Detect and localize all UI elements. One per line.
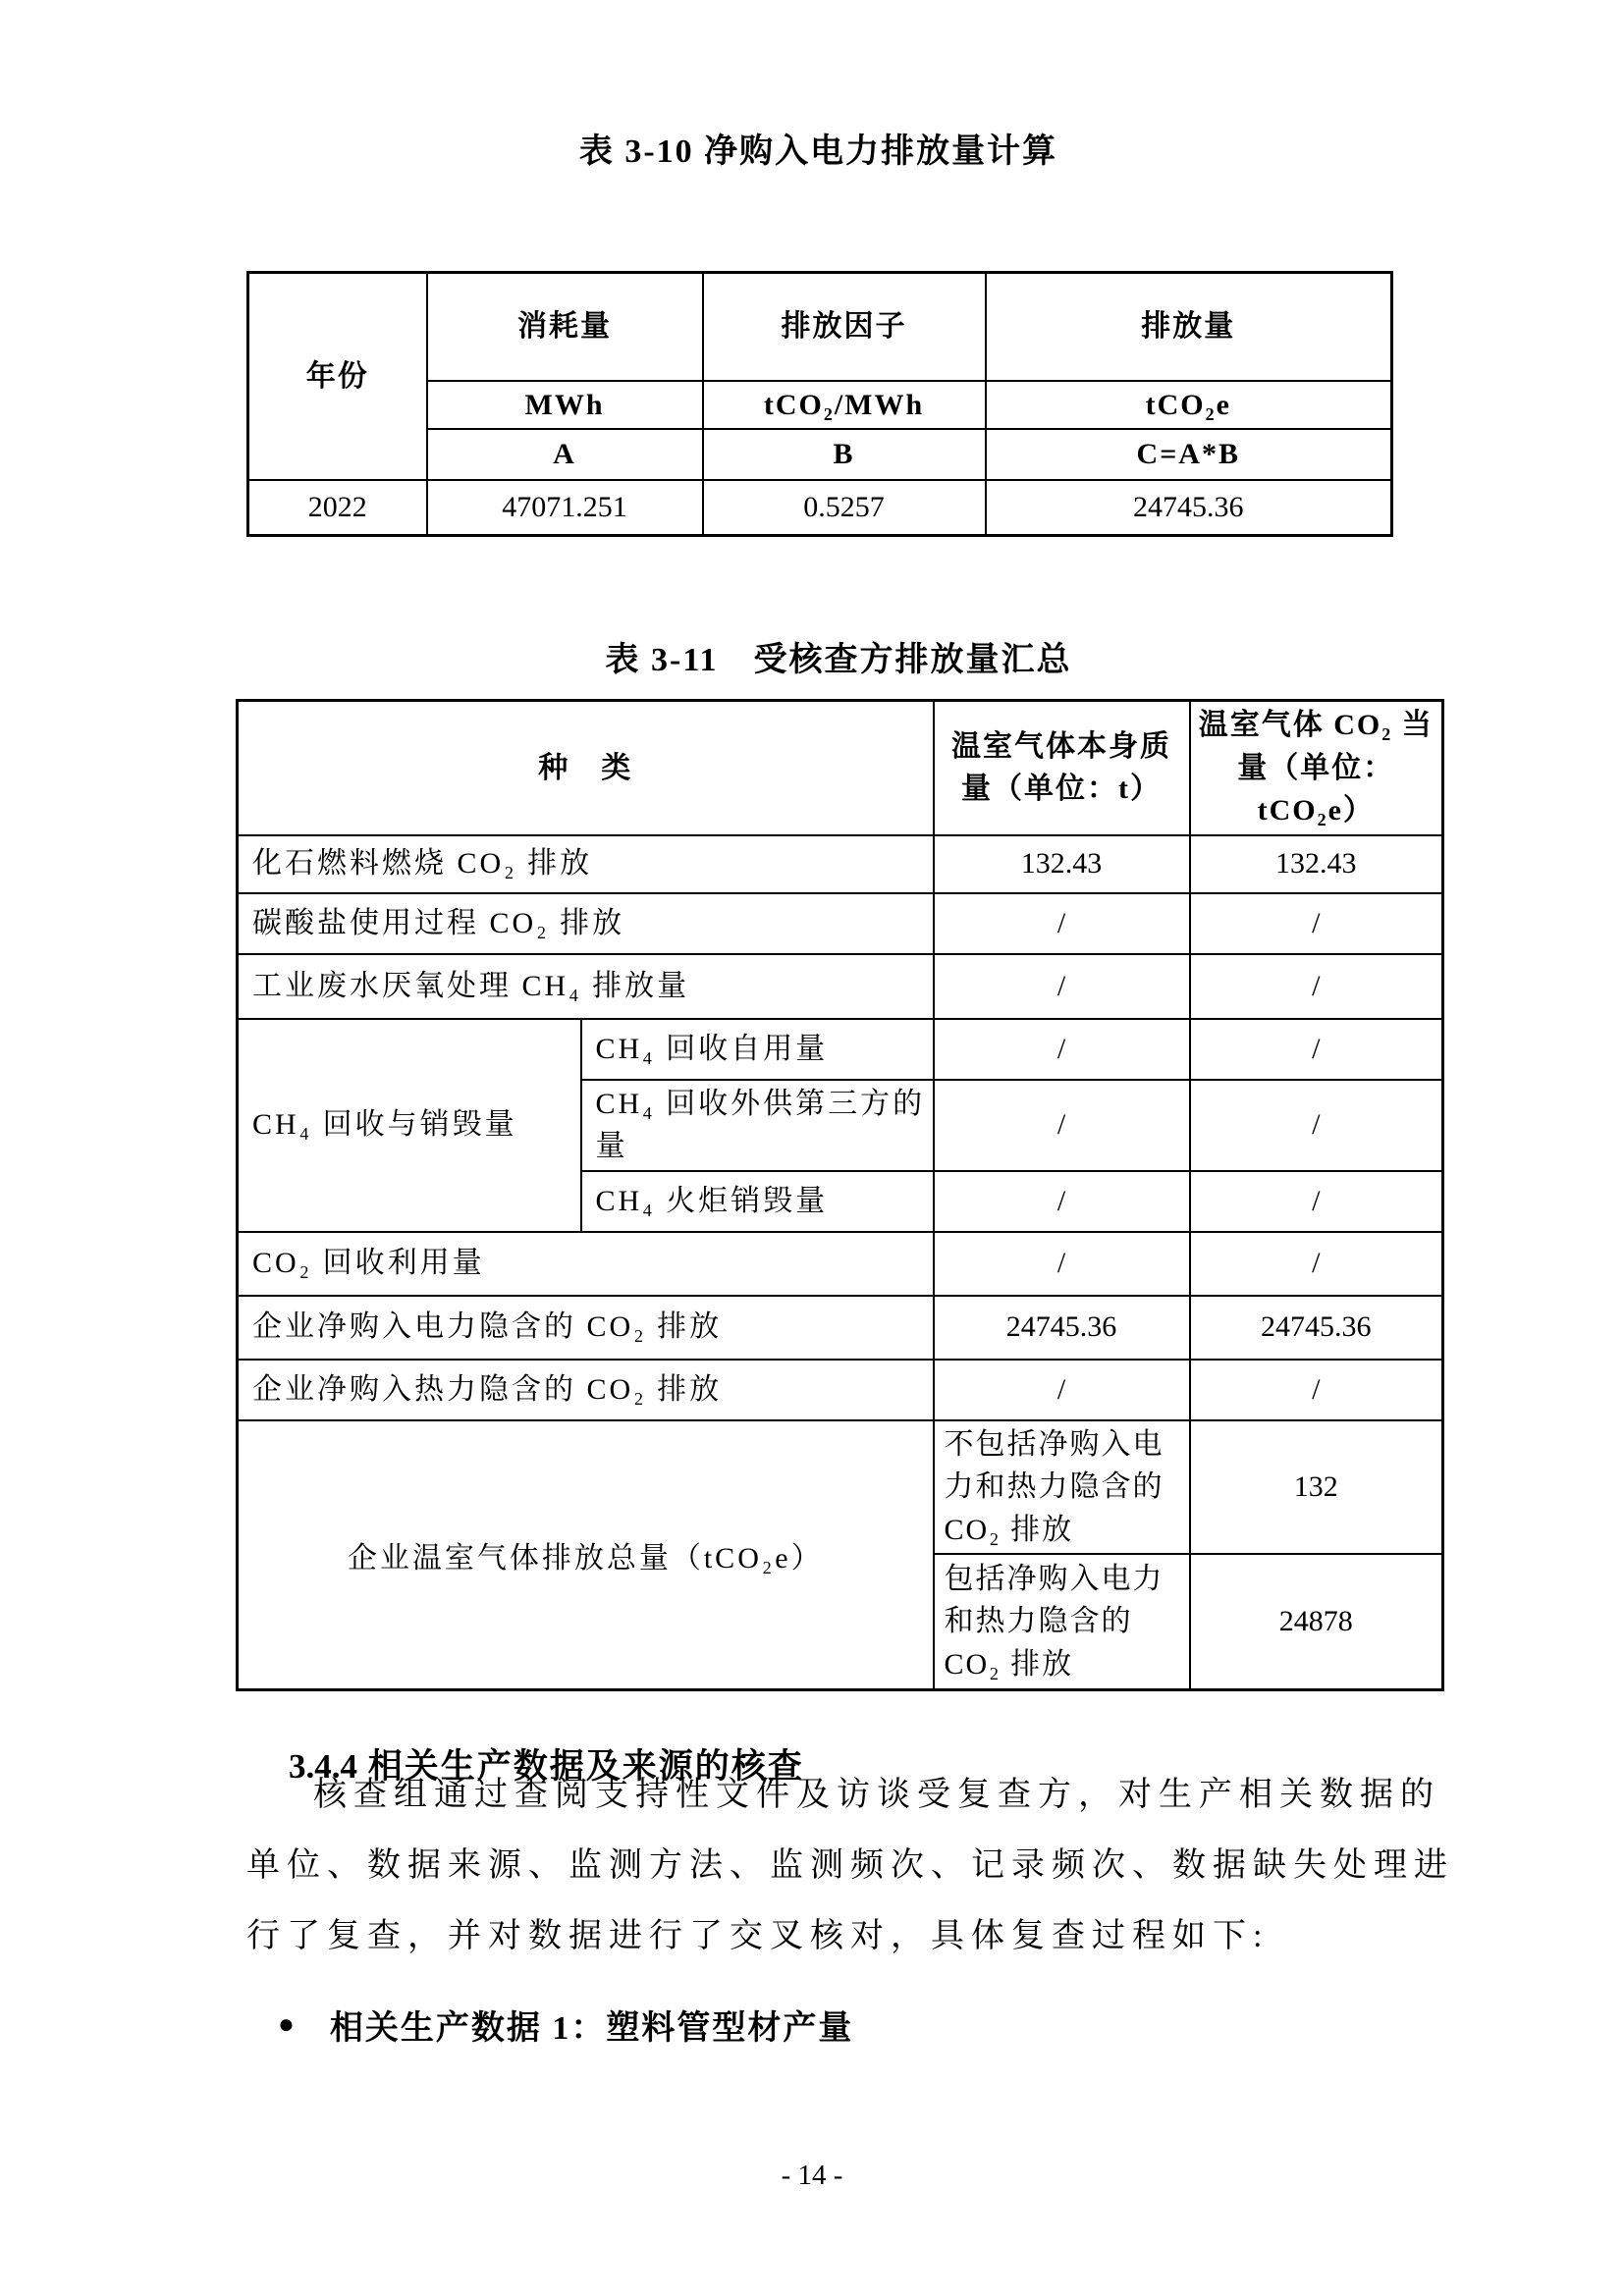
- row-co2e: /: [1190, 1360, 1443, 1420]
- row-label: CO₂ 回收利用量: [238, 1232, 934, 1296]
- row-mass: /: [934, 1171, 1190, 1232]
- row-mass: /: [934, 954, 1190, 1019]
- row-label: 企业净购入热力隐含的 CO₂ 排放: [238, 1360, 934, 1420]
- row-sublabel: CH₄ 回收自用量: [581, 1019, 934, 1080]
- table-row: [238, 1296, 1443, 1360]
- row-sublabel: CH₄ 火炬销毁量: [581, 1171, 934, 1232]
- row-label: 化石燃料燃烧 CO₂ 排放: [238, 835, 934, 893]
- row-mass: /: [934, 1080, 1190, 1171]
- row-group-label: CH₄ 回收与销毁量: [238, 1019, 581, 1232]
- bullet-text: 相关生产数据 1：塑料管型材产量: [329, 2010, 854, 2047]
- cell-consumption: 47071.251: [427, 480, 703, 535]
- row-co2e: /: [1190, 1171, 1443, 1232]
- cell-factor: 0.5257: [703, 480, 986, 535]
- table-3-11-title: 表 3-11 受核查方排放量汇总: [605, 642, 1072, 678]
- table-3-10-title: 表 3-10 净购入电力排放量计算: [578, 133, 1058, 170]
- row-co2e: /: [1190, 893, 1443, 954]
- table-row: [238, 1360, 1443, 1420]
- row-label: 企业净购入电力隐含的 CO₂ 排放: [238, 1296, 934, 1360]
- header-factor: 排放因子: [703, 273, 986, 381]
- net-purchased-electricity-table: [246, 271, 1393, 537]
- header-ghg-co2e: 温室气体 CO₂ 当量（单位：tCO₂e）: [1190, 701, 1443, 835]
- row-mass: /: [934, 1019, 1190, 1080]
- row-total-excl-value: 132: [1190, 1420, 1443, 1555]
- row-mass: /: [934, 1232, 1190, 1296]
- paragraph-line: 核查组通过查阅支持性文件及访谈受复查方，对生产相关数据的: [313, 1777, 1440, 1813]
- symbol-consumption: A: [427, 429, 703, 480]
- section-title: 相关生产数据及来源的核查: [367, 1747, 804, 1786]
- bullet-item: [278, 2001, 853, 2049]
- row-total-incl-label: 包括净购入电力和热力隐含的 CO₂ 排放: [934, 1554, 1190, 1689]
- unit-emission: tCO₂e: [986, 381, 1392, 430]
- row-co2e: 24745.36: [1190, 1296, 1443, 1360]
- header-year: 年份: [248, 273, 427, 481]
- row-co2e: 132.43: [1190, 835, 1443, 893]
- row-co2e: /: [1190, 1019, 1443, 1080]
- unit-consumption: MWh: [427, 381, 703, 430]
- row-total-label: 企业温室气体排放总量（tCO₂e）: [238, 1420, 934, 1690]
- paragraph-line: 行了复查，并对数据进行了交叉核对，具体复查过程如下:: [246, 1918, 1270, 1954]
- section-number: 3.4.4: [289, 1747, 357, 1786]
- table-row: [238, 954, 1443, 1019]
- row-label: 碳酸盐使用过程 CO₂ 排放: [238, 893, 934, 954]
- row-mass: /: [934, 893, 1190, 954]
- table-row: [238, 893, 1443, 954]
- row-co2e: /: [1190, 954, 1443, 1019]
- row-sublabel: CH₄ 回收外供第三方的量: [581, 1080, 934, 1171]
- symbol-factor: B: [703, 429, 986, 480]
- paragraph-line: 单位、数据来源、监测方法、监测频次、记录频次、数据缺失处理进: [246, 1847, 1454, 1884]
- unit-factor: tCO₂/MWh: [703, 381, 986, 430]
- cell-year: 2022: [248, 480, 427, 535]
- header-ghg-mass: 温室气体本身质量（单位：t）: [934, 701, 1190, 835]
- row-mass: 132.43: [934, 835, 1190, 893]
- table-row: [238, 1420, 1443, 1555]
- table-row: [238, 1019, 1443, 1080]
- table-row: [238, 835, 1443, 893]
- row-mass: /: [934, 1360, 1190, 1420]
- row-mass: 24745.36: [934, 1296, 1190, 1360]
- row-co2e: /: [1190, 1080, 1443, 1171]
- bullet-icon: ●: [278, 2008, 297, 2040]
- row-co2e: /: [1190, 1232, 1443, 1296]
- header-category: 种 类: [238, 701, 934, 835]
- row-label: 工业废水厌氧处理 CH₄ 排放量: [238, 954, 934, 1019]
- header-consumption: 消耗量: [427, 273, 703, 381]
- row-total-excl-label: 不包括净购入电力和热力隐含的 CO₂ 排放: [934, 1420, 1190, 1555]
- emissions-summary-table: [236, 699, 1444, 1691]
- row-total-incl-value: 24878: [1190, 1554, 1443, 1689]
- cell-emission: 24745.36: [986, 480, 1392, 535]
- header-emission: 排放量: [986, 273, 1392, 381]
- symbol-emission: C=A*B: [986, 429, 1392, 480]
- page-number: - 14 -: [781, 2160, 843, 2191]
- table-row: [238, 1232, 1443, 1296]
